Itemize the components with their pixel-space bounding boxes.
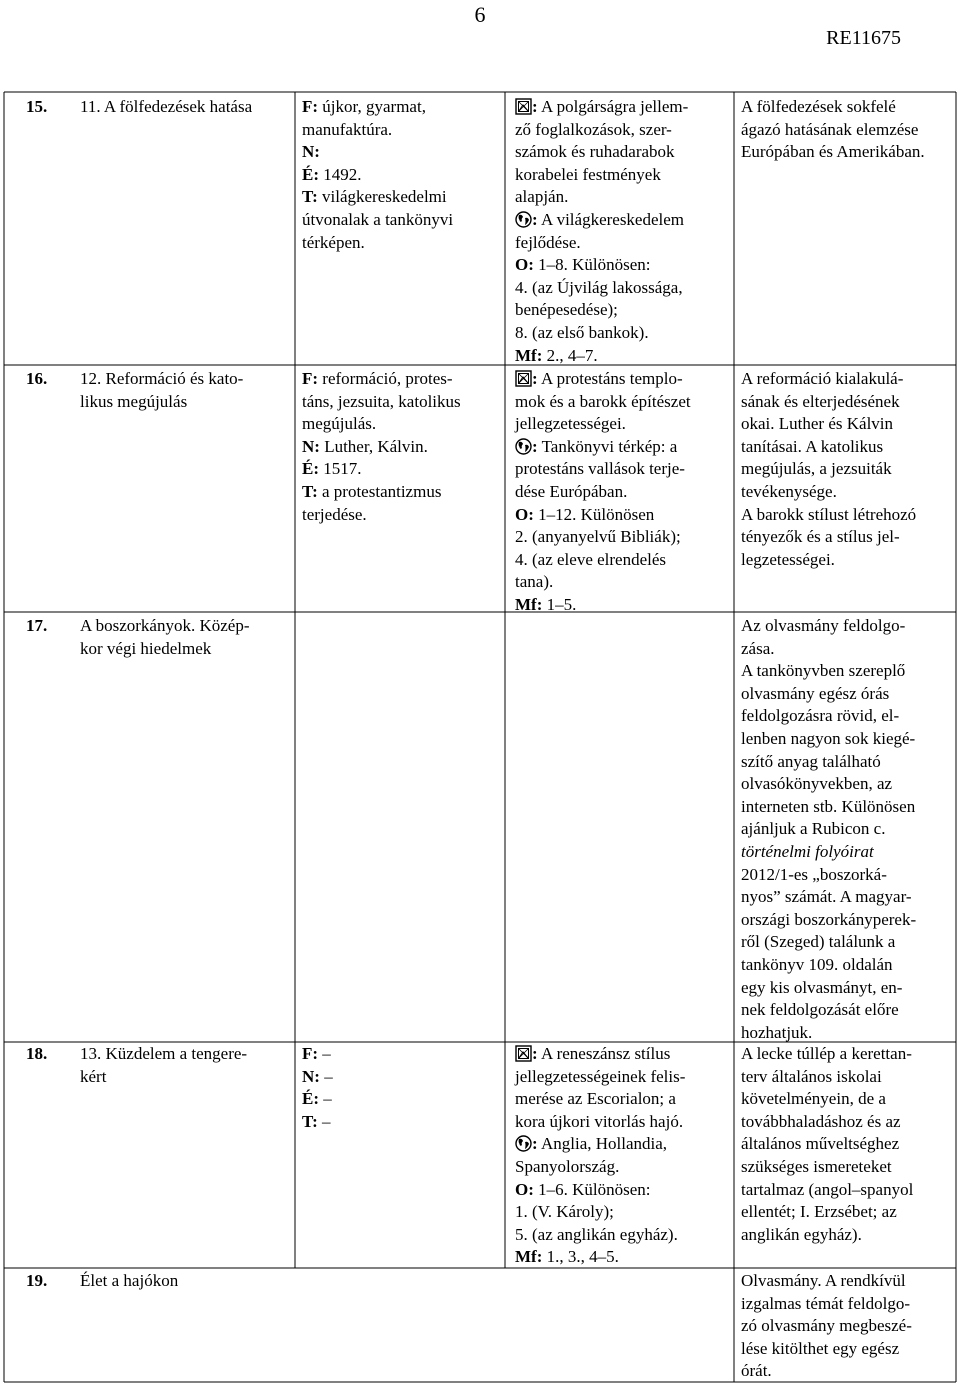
document-code: RE11675 <box>826 27 901 49</box>
row-17-number: 17. <box>26 616 48 635</box>
row-15-concepts: F: újkor, gyarmat, manufaktúra. N: É: 1492. T: világkereskedelmi útvonalak a tankönyvi térképen. <box>302 97 454 252</box>
picture-frame-icon <box>515 1045 532 1062</box>
page-number: 6 <box>474 2 486 27</box>
row-18-methods: : A reneszánsz stílus jellegzetességeinek felis- merése az Escorialon; a kora újkori vitorlás hajó. : Anglia, Hollandia, Spanyolország. O: 1–6. Különösen: 1. (V. Károly); 5. (az anglikán egyház). Mf: 1., 3., 4–5. <box>515 1044 686 1267</box>
row-19-number: 19. <box>26 1271 48 1290</box>
row-19-title: Élet a hajókon <box>80 1271 179 1290</box>
globe-icon <box>515 1135 532 1152</box>
row-17-notes: Az olvasmány feldolgo- zása. A tankönyvben szereplő olvasmány egész órás feldolgozásra rövid, el- lenben nagyon sok kiegé- szítő anyag található olvasókönyvekben, az interneten stb. Különösen ajánljuk a Rubicon c. történelmi folyóirat 2012/1-es „boszorká- nyos” számát. A magyar- országi boszorkányperek- ről (Szeged) találunk a tankönyv 109. oldalán egy kis olvasmányt, en- nek feldolgozását előre hozhatjuk. <box>741 616 917 1042</box>
row-15-notes: A fölfedezések sokfelé ágazó hatásának elemzése Európában és Amerikában. <box>741 97 925 162</box>
row-15-methods: : A polgárságra jellem- ző foglalkozások, szer- számok és ruhadarabok korabelei festmények alapján. : A világkereskedelem fejlődése. O: 1–8. Különösen: 4. (az Újvilág lakossága, benépesedése); 8. (az első bankok). Mf: 2., 4–7. <box>515 97 689 365</box>
row-16-title: 12. Reformáció és kato- likus megújulás <box>80 369 244 411</box>
picture-frame-icon <box>515 370 532 387</box>
row-18-number: 18. <box>26 1044 48 1063</box>
row-16-notes: A reformáció kialakulá- sának és elterjedésének okai. Luther és Kálvin tanításai. A katolikus megújulás, a jezsuiták tevékenysége. A barokk stílust létrehozó tényezők és a stílus jel- legzetességei. <box>741 369 917 569</box>
row-19-notes: Olvasmány. A rendkívül izgalmas témát feldolgo- zó olvasmány megbeszé- lése kitölthet egy egész órát. <box>741 1271 912 1381</box>
row-16-concepts: F: reformáció, protes- táns, jezsuita, katolikus megújulás. N: Luther, Kálvin. É: 1517. T: a protestantizmus terjedése. <box>302 369 461 524</box>
globe-icon <box>515 438 532 455</box>
row-15-number: 15. <box>26 97 48 116</box>
row-18-title: 13. Küzdelem a tengere- kért <box>80 1044 248 1086</box>
row-16-methods: : A protestáns templo- mok és a barokk építészet jellegzetességei. : Tankönyvi térkép: a protestáns vallások terje- dése Európában. O: 1–12. Különösen 2. (anyanyelvű Bibliák); 4. (az eleve elrendelés tana). Mf: 1–5. <box>515 369 691 614</box>
row-18-concepts: F: – N: – É: – T: – <box>302 1044 333 1131</box>
picture-frame-icon <box>515 98 532 115</box>
row-18-notes: A lecke túllép a kerettan- terv általános iskolai követelményein, de a továbbhaladáshoz és az általános műveltséghez szükséges ismereteket tartalmaz (angol–spanyol ellentét; I. Erzsébet; az anglikán egyház). <box>741 1044 914 1244</box>
row-15-title: 11. A fölfedezések hatása <box>80 97 253 116</box>
row-16-number: 16. <box>26 369 48 388</box>
globe-icon <box>515 211 532 228</box>
row-17-title: A boszorkányok. Közép- kor végi hiedelmek <box>80 616 250 658</box>
